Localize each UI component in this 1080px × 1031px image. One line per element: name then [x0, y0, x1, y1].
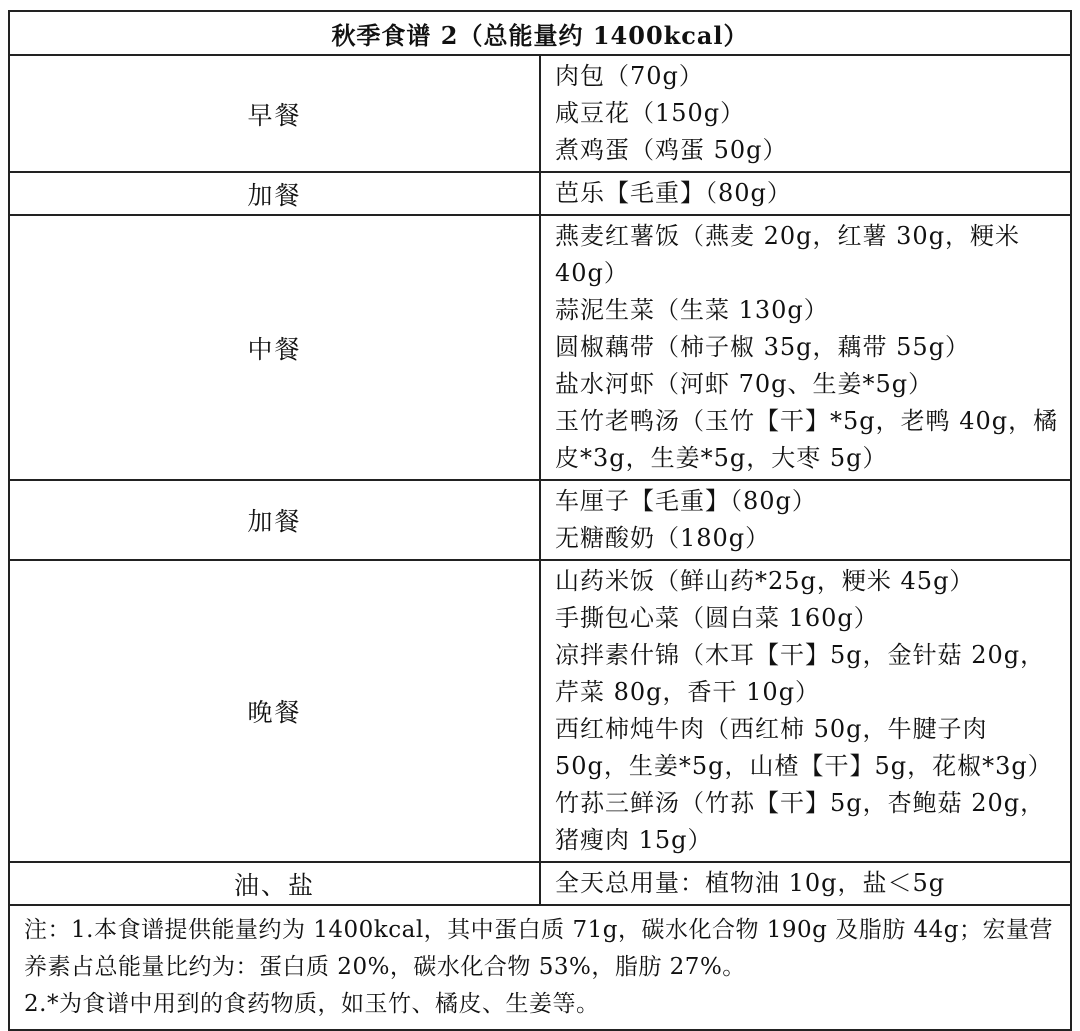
meal-row-lunch	[9, 215, 1071, 480]
meal-name: 中餐	[9, 215, 540, 480]
meal-items	[540, 862, 1071, 905]
meal-item: 手撕包心菜（圆白菜 160g）	[555, 604, 879, 632]
meal-item: 圆椒藕带（柿子椒 35g，藕带 55g）	[555, 333, 971, 361]
table-title: 秋季食谱 2（总能量约 1400kcal）	[9, 11, 1071, 55]
notes	[9, 905, 1071, 1030]
meal-item: 燕麦红薯饭（燕麦 20g，红薯 30g，粳米 40g）	[555, 222, 1021, 287]
notes-row	[9, 905, 1071, 1030]
meal-item: 车厘子【毛重】（80g）	[555, 487, 817, 515]
meal-item: 煮鸡蛋（鸡蛋 50g）	[555, 136, 788, 164]
meal-name: 油、盐	[9, 862, 540, 905]
meal-item: 肉包（70g）	[555, 62, 704, 90]
meal-item: 咸豆花（150g）	[555, 99, 746, 127]
recipe-table	[8, 10, 1072, 1031]
meal-name: 加餐	[9, 172, 540, 215]
meal-item: 玉竹老鸭汤（玉竹【干】*5g，老鸭 40g，橘皮*3g，生姜*5g，大枣 5g）	[555, 407, 1059, 472]
meal-row-oil-salt	[9, 862, 1071, 905]
meal-row-dinner	[9, 560, 1071, 862]
meal-item: 无糖酸奶（180g）	[555, 524, 771, 552]
meal-item: 盐水河虾（河虾 70g、生姜*5g）	[555, 370, 934, 398]
meal-name: 晚餐	[9, 560, 540, 862]
meal-items	[540, 55, 1071, 172]
meal-row-breakfast	[9, 55, 1071, 172]
meal-item: 全天总用量：植物油 10g，盐＜5g	[555, 869, 946, 897]
note-line: 2.*为食谱中用到的食药物质，如玉竹、橘皮、生姜等。	[24, 991, 600, 1017]
meal-item: 芭乐【毛重】（80g）	[555, 179, 792, 207]
meal-item: 凉拌素什锦（木耳【干】5g，金针菇 20g，芹菜 80g，香干 10g）	[555, 641, 1046, 706]
meal-items	[540, 172, 1071, 215]
note-line: 注：1.本食谱提供能量约为 1400kcal，其中蛋白质 71g，碳水化合物 190g 及脂肪 44g；宏量营养素占总能量比约为：蛋白质 20%，碳水化合物 53%，脂肪 27%。	[24, 917, 1054, 980]
title-row	[9, 11, 1071, 55]
meal-row-snack-1	[9, 172, 1071, 215]
meal-items	[540, 480, 1071, 560]
meal-name: 早餐	[9, 55, 540, 172]
meal-items	[540, 560, 1071, 862]
meal-item: 西红柿炖牛肉（西红柿 50g，牛腱子肉 50g，生姜*5g，山楂【干】5g，花椒*3g）	[555, 715, 1053, 780]
meal-item: 竹荪三鲜汤（竹荪【干】5g，杏鲍菇 20g，猪瘦肉 15g）	[555, 789, 1046, 854]
meal-items	[540, 215, 1071, 480]
recipe-page	[8, 10, 1072, 1031]
meal-name: 加餐	[9, 480, 540, 560]
meal-item: 蒜泥生菜（生菜 130g）	[555, 296, 829, 324]
meal-row-snack-2	[9, 480, 1071, 560]
meal-item: 山药米饭（鲜山药*25g，粳米 45g）	[555, 567, 975, 595]
